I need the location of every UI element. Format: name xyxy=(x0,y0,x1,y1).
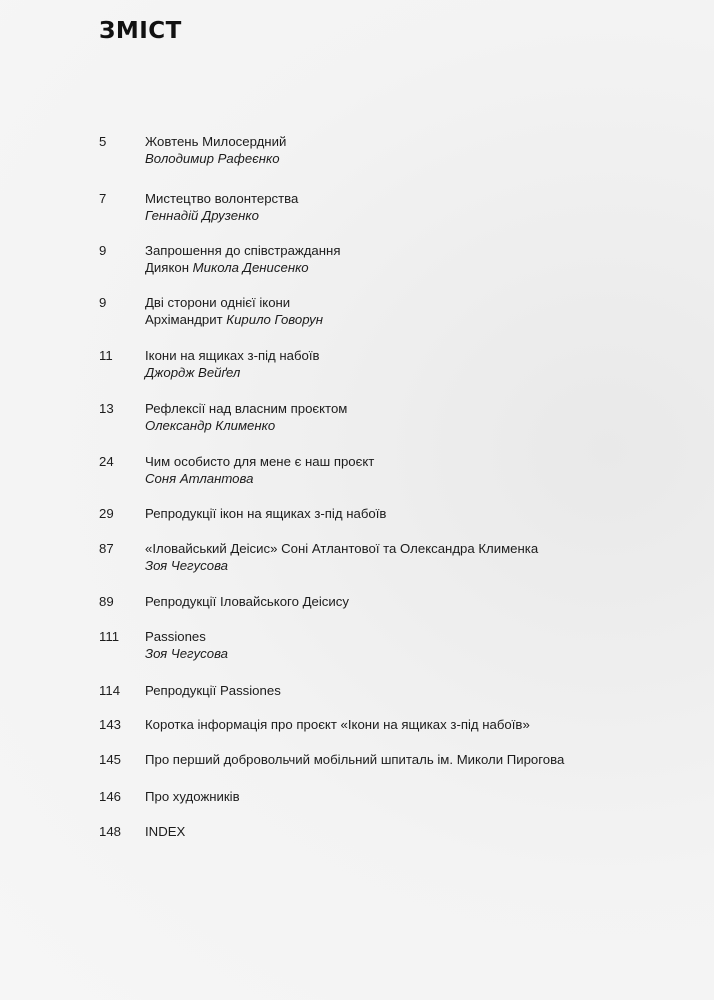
toc-entry-body xyxy=(145,788,685,805)
toc-page-number: 13 xyxy=(99,401,114,416)
toc-entry-title: Репродукції Passiones xyxy=(145,683,281,698)
toc-entry-author-name: Зоя Чегусова xyxy=(145,558,229,573)
toc-entry-title: Коротка інформація про проєкт «Ікони на ящиках з-під набоїв» xyxy=(145,717,530,732)
toc-entry-body xyxy=(145,190,685,224)
toc-entry-body xyxy=(145,133,685,167)
toc-entry-title: Чим особисто для мене є наш проєкт xyxy=(145,454,375,469)
toc-entry-title: «Іловайський Деісис» Соні Атлантової та Олександра Клименка xyxy=(145,541,539,556)
toc-page-number: 9 xyxy=(99,295,107,310)
toc-page-number: 146 xyxy=(99,789,122,804)
toc-entry-title: Passiones xyxy=(145,629,206,644)
toc-page-number: 11 xyxy=(99,348,113,363)
toc-entry-author-name: Джордж Вейґел xyxy=(145,365,241,380)
toc-entry-author xyxy=(145,259,685,276)
toc-entry-author xyxy=(145,364,685,381)
toc-page-number: 145 xyxy=(99,752,122,767)
toc-entry-title: Репродукції ікон на ящиках з-під набоїв xyxy=(145,506,387,521)
toc-entry-body xyxy=(145,751,685,768)
toc-entry-body xyxy=(145,716,685,733)
toc-entry-author-name: Володимир Рафеєнко xyxy=(145,151,280,166)
toc-entry-author xyxy=(145,470,685,487)
toc-entry-author xyxy=(145,150,685,167)
toc-entry-title: Репродукції Іловайського Деісису xyxy=(145,594,349,609)
toc-entry-body xyxy=(145,294,685,328)
toc-page-number: 7 xyxy=(99,191,107,206)
toc-entry-title: Рефлексії над власним проєктом xyxy=(145,401,348,416)
toc-entry-author xyxy=(145,417,685,434)
toc-entry-body xyxy=(145,347,685,381)
toc-entry-author-name: Микола Денисенко xyxy=(192,260,309,275)
toc-page-number: 9 xyxy=(99,243,107,258)
toc-page-number: 148 xyxy=(99,824,122,839)
toc-entry-body xyxy=(145,593,685,610)
toc-entry-body xyxy=(145,628,685,662)
toc-page-number: 87 xyxy=(99,541,114,556)
toc-entry-author xyxy=(145,311,685,328)
toc-entry-author xyxy=(145,557,685,574)
toc-entry-body xyxy=(145,540,685,574)
toc-entry-author-role: Диякон xyxy=(145,260,189,275)
toc-page-number: 29 xyxy=(99,506,114,521)
toc-entry-author-name: Кирило Говорун xyxy=(226,312,323,327)
toc-entry-title: Запрошення до співстраждання xyxy=(145,243,341,258)
toc-entry-author xyxy=(145,207,685,224)
toc-entry-body xyxy=(145,682,685,699)
toc-entry-body xyxy=(145,242,685,276)
toc-entry-title: Ікони на ящиках з-під набоїв xyxy=(145,348,320,363)
toc-entry-title: Мистецтво волонтерства xyxy=(145,191,299,206)
toc-page-number: 114 xyxy=(99,683,121,698)
toc-entry-body xyxy=(145,400,685,434)
toc-entry-author xyxy=(145,645,685,662)
page-title: ЗМІСТ xyxy=(99,18,182,44)
toc-page-number: 143 xyxy=(99,717,122,732)
toc-entry-body xyxy=(145,505,685,522)
toc-page-number: 111 xyxy=(99,629,120,644)
toc-entry-author-name: Соня Атлантова xyxy=(145,471,254,486)
toc-entry-title: Дві сторони однієї ікони xyxy=(145,295,291,310)
toc-page-number: 5 xyxy=(99,134,107,149)
toc-entry-author-name: Геннадій Друзенко xyxy=(145,208,259,223)
toc-entry-title: INDEX xyxy=(145,824,186,839)
toc-entry-title: Жовтень Милосердний xyxy=(145,134,287,149)
toc-entry-author-name: Олександр Клименко xyxy=(145,418,276,433)
toc-entry-author-role: Архімандрит xyxy=(145,312,223,327)
toc-page-number: 89 xyxy=(99,594,114,609)
toc-entry-body xyxy=(145,453,685,487)
toc-entry-body xyxy=(145,823,685,840)
toc-entry-author-name: Зоя Чегусова xyxy=(145,646,229,661)
toc-entry-title: Про художників xyxy=(145,789,240,804)
toc-entry-title: Про перший добровольчий мобільний шпиталь ім. Миколи Пирогова xyxy=(145,752,565,767)
toc-page-number: 24 xyxy=(99,454,114,469)
